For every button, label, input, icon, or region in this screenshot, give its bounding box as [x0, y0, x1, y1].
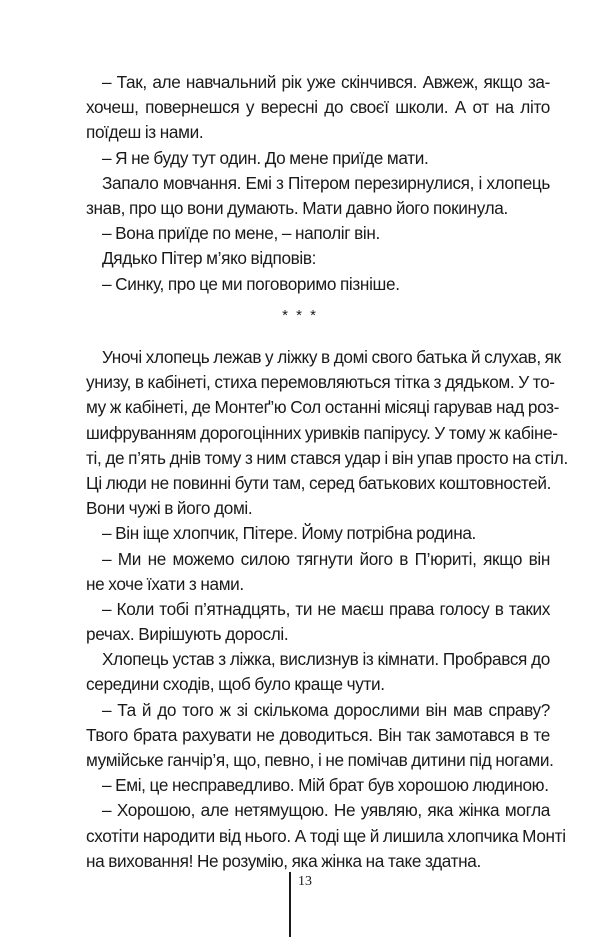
text-line: Ці люди не повинні бути там, серед батькових коштовностей. [86, 472, 552, 493]
text-line: – Він іще хлопчик, Пітере. Йому потрібна родина. [102, 523, 476, 544]
section-separator: * * * [282, 307, 318, 324]
text-line: середини сходів, щоб було краще чути. [86, 674, 385, 695]
text-line: ті, де п’ять днів тому з ним стався удар і він упав просто на стіл. [86, 447, 568, 468]
text-line: Уночі хлопець лежав у ліжку в домі свого батька й слухав, як [102, 347, 561, 367]
section-before-break [86, 70, 550, 297]
text-line: хочеш, повернешся у вересні до своєї школи. А от на літо [86, 97, 550, 118]
page-number-rule [289, 872, 291, 937]
text-line: Хлопець устав з ліжка, вислизнув із кімнати. Пробрався до [102, 649, 550, 670]
text-line: Дядько Пітер м’яко відповів: [102, 248, 317, 269]
text-line: шифруванням дорогоцінних уривків папірусу. У тому ж кабіне- [86, 422, 558, 443]
text-line: – Хорошою, але нетямущою. Не уявляю, яка жінка могла [102, 800, 550, 821]
text-line: – Коли тобі п’ятнадцять, ти не маєш права голосу в таких [102, 598, 550, 619]
text-line: – Так, але навчальний рік уже скінчився. Авжеж, якщо за- [102, 72, 550, 92]
text-line: Запало мовчання. Емі з Пітером перезирнулися, і хлопець [102, 172, 550, 193]
text-line: схотіти народити від нього. А тоді ще й лишила хлопчика Монті [86, 825, 566, 846]
text-line: речах. Вирішують дорослі. [86, 624, 289, 645]
page-number: 13 [298, 874, 312, 889]
text-line: – Та й до того ж зі скількома дорослими він мав справу? [102, 699, 550, 720]
text-line: знав, про що вони думають. Мати давно його покинула. [86, 197, 508, 218]
text-line: му ж кабінеті, де Монтеґ’ю Сол останні місяці гарував над роз- [86, 397, 560, 418]
text-line: – Емі, це несправедливо. Мій брат був хорошою людиною. [102, 775, 549, 796]
text-line: поїдеш із нами. [86, 122, 204, 143]
text-line: – Синку, про це ми поговоримо пізніше. [102, 273, 400, 294]
text-line: Вони чужі в його домі. [86, 498, 253, 519]
text-line: Твого брата рахувати не доводиться. Він так замотався в те [86, 724, 550, 745]
section-after-break [86, 345, 568, 874]
text-line: унизу, в кабінеті, стиха перемовляються тітка з дядьком. У то- [86, 372, 555, 393]
text-line: мумійське ганчір’я, що, певно, і не помічав дитини під ногами. [86, 750, 554, 770]
text-line: не хоче їхати з нами. [86, 573, 244, 594]
text-line: на виховання! Не розумію, яка жінка на таке здатна. [86, 850, 481, 871]
text-line: – Вона приїде по мене, – наполіг він. [102, 223, 380, 244]
text-line: – Ми не можемо силою тягнути його в П’юриті, якщо він [102, 548, 550, 569]
text-line: – Я не буду тут один. До мене приїде мати. [102, 147, 429, 168]
page-text [86, 70, 568, 871]
